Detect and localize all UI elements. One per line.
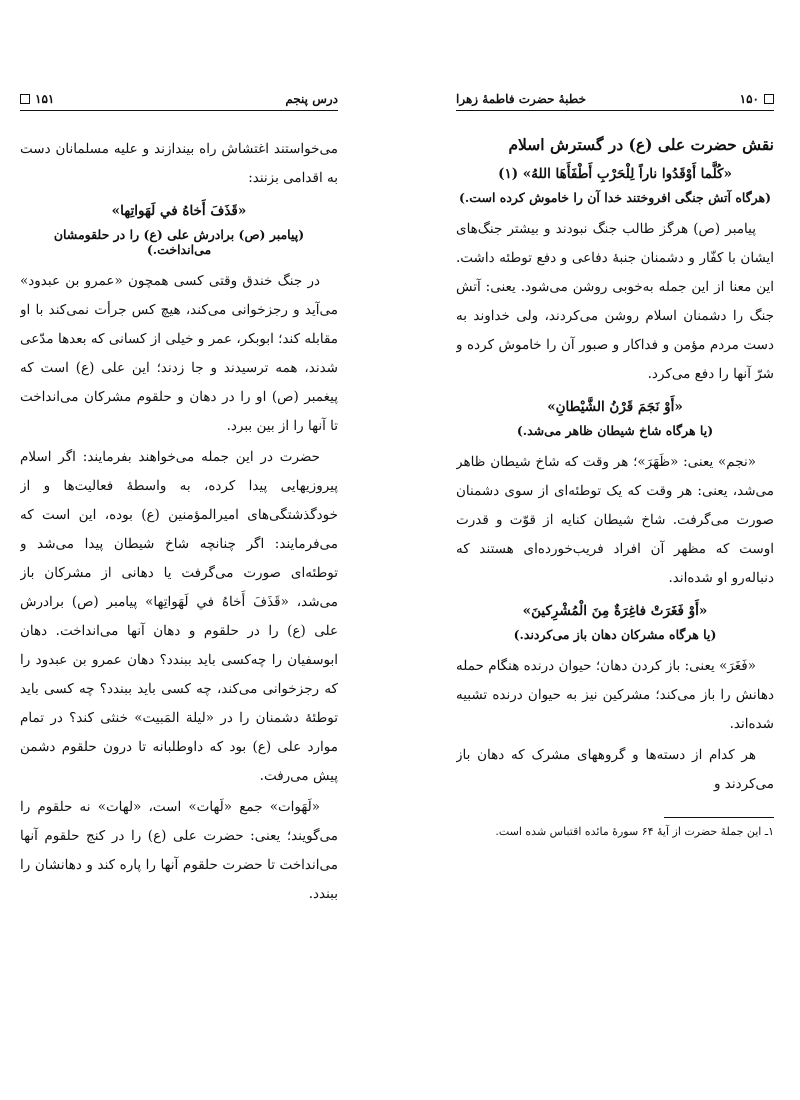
paragraph: می‌خواستند اغتشاش راه بیندازند و علیه مسلمانان دست به اقدامی بزنند: — [20, 141, 338, 186]
paragraph: «لَهَوات» جمع «لَهات» است، «لهات» نه حلقوم را می‌گویند؛ یعنی: حضرت علی (ع) را در کنج حلقوم آنها می‌انداخت تا حضرت حلقوم آنها را پاره کند و دهانشان را ببندد. — [20, 799, 338, 902]
page-number: ۱۵۱ — [20, 92, 54, 106]
page-marker-icon — [764, 94, 774, 104]
left-page — [20, 92, 338, 1052]
paragraph: هر کدام از دسته‌ها و گروههای مشرک که دهان باز می‌کردند و — [456, 747, 774, 792]
paragraph: در جنگ خندق وقتی کسی همچون «عمرو بن عبدود» می‌آید و رجزخوانی می‌کند، هیچ کس جرأت نمی‌کند با او مقابله کند؛ ابوبکر، عمر و خیلی از کسانی که بعدها مدّعی شدند، همه ترسیدند و جا زدند؛ این علی (ع) است که پیغمبر (ص) او را در دهان و حلقوم مشرکان می‌انداخت تا آنها را از بین ببرد. — [20, 273, 338, 434]
paragraph: «فَغَرَ» یعنی: باز کردن دهان؛ حیوان درنده هنگام حمله دهانش را باز می‌کند؛ مشرکین نیز به حیوان درنده تشبیه شده‌اند. — [456, 658, 774, 732]
page-number: ۱۵۰ — [740, 92, 774, 106]
quote-translation: (هرگاه آتش جنگی افروختند خدا آن را خاموش کرده است.) — [458, 190, 772, 205]
footnote-divider — [664, 817, 774, 818]
paragraph: «نجم» یعنی: «ظَهَرَ»؛ هر وقت که شاخ شیطان ظاهر می‌شد، یعنی: هر وقت که یک توطئه‌ای از سوی دشمنان صورت می‌گرفت. شاخ شیطان کنایه از قوّت و قدرت اوست که مظهر آن افراد فریب‌خورده‌ای هستند که دنباله‌رو او شده‌اند. — [456, 454, 774, 586]
right-page — [456, 92, 774, 1052]
footnote: ۱ـ این جملهٔ حضرت از آیهٔ ۶۴ سورهٔ مائده اقتباس شده است. — [495, 825, 774, 838]
running-head-title: درس پنجم — [285, 92, 338, 106]
paragraph: پیامبر (ص) هرگز طالب جنگ نبودند و بیشتر جنگ‌های ایشان با کفّار و دشمنان جنبهٔ دفاعی و دفع توطئه داشت. این معنا از این جمله به‌خوبی روشن می‌شود. یعنی: آتش جنگ را دشمنان اسلام روشن می‌کردند، ولی خداوند به دست مردم مؤمن و فداکار و صبور آن را خاموش کرده و شرّ آنها را دفع می‌کرد. — [456, 221, 774, 382]
quote-translation: (یا هرگاه مشرکان دهان باز می‌کردند.) — [513, 627, 717, 642]
paragraph: حضرت در این جمله می‌خواهند بفرمایند: اگر اسلام پیروزیهایی پیدا کرده، به واسطهٔ فعالیت‌ها و از خودگذشتگی‌های امیرالمؤمنین (ع) بوده، این است که می‌فرمایند: اگر چنانچه شاخ شیطان پیدا می‌شد و توطئه‌ای صورت می‌گرفت یا دهانی از مشرکان باز می‌شد، «قَذَفَ أَخاهُ في لَهَواتِها» پیامبر (ص) برادرش علی (ع) را در حلقوم و دهان آنها می‌انداخت. دهان ابوسفیان را چه‌کسی باید ببندد؟ دهان عمرو بن عبدود را که رجزخوانی می‌کند، چه کسی باید ببندد؟ چه کسی باید توطئهٔ دشمنان را در «لیلة المَبیت» خنثی کند؟ در تمام موارد علی (ع) بود که داوطلبانه تا درون حلقوم دشمن پیش می‌رفت. — [20, 449, 338, 784]
quote-translation: (پیامبر (ص) برادرش علی (ع) را در حلقومشان می‌انداخت.) — [53, 227, 305, 257]
arabic-quote: «أَوْ نَجَمَ قَرْنُ الشَّيْطانِ» — [547, 399, 683, 415]
running-head-title: خطبهٔ حضرت فاطمهٔ زهرا — [456, 92, 586, 106]
running-head — [456, 92, 774, 111]
arabic-quote: «قَذَفَ أَخاهُ في لَهَواتِها» — [111, 203, 247, 219]
arabic-quote: «کُلَّما أَوْقَدُوا ناراً لِلْحَرْبِ أَطْفَأَهَا اللهُ» (۱) — [498, 166, 732, 182]
section-title: نقش حضرت علی (ع) در گسترش اسلام — [508, 135, 774, 154]
running-head — [20, 92, 338, 111]
quote-translation: (یا هرگاه شاخ شیطان ظاهر می‌شد.) — [516, 423, 714, 438]
page-marker-icon — [20, 94, 30, 104]
arabic-quote: «أَوْ فَغَرَتْ فاغِرَةٌ مِنَ الْمُشْرِكينَ» — [522, 603, 708, 619]
